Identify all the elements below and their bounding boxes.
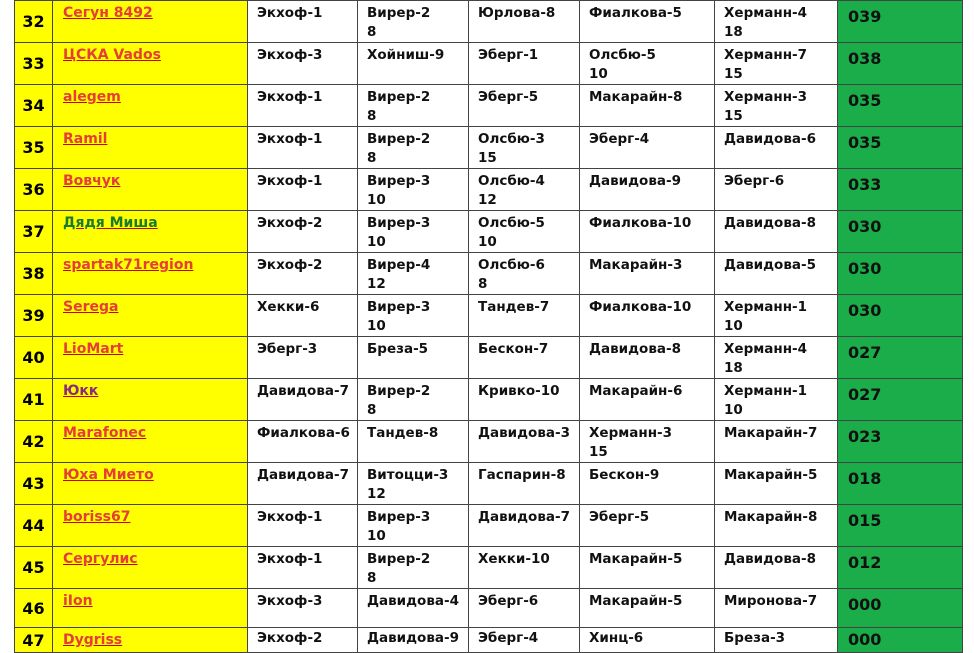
score-cell: 018 — [838, 463, 963, 505]
pick-cell-3: Тандев-7 — [469, 295, 580, 337]
pick-cell-5: Макарайн-5 — [715, 463, 838, 505]
participant-cell — [53, 421, 248, 463]
pick-cell-5: Давидова-8 — [715, 547, 838, 589]
pick-cell-3: Давидова-3 — [469, 421, 580, 463]
pick-cell-2: Вирер-3 10 — [358, 169, 469, 211]
participant-cell — [53, 547, 248, 589]
participant-cell — [53, 127, 248, 169]
score-cell: 039 — [838, 1, 963, 43]
pick-cell-1: Экхоф-1 — [248, 547, 358, 589]
participant-cell — [53, 505, 248, 547]
pick-cell-2: Вирер-2 8 — [358, 547, 469, 589]
score-cell: 030 — [838, 253, 963, 295]
pick-cell-5: Бреза-3 — [715, 628, 838, 653]
participant-link[interactable]: LioMart — [63, 341, 124, 357]
pick-cell-2: Вирер-2 8 — [358, 85, 469, 127]
pick-cell-4: Бескон-9 — [580, 463, 715, 505]
participant-link[interactable]: iIon — [63, 593, 93, 609]
pick-cell-2: Вирер-2 8 — [358, 127, 469, 169]
table-row — [15, 337, 963, 379]
pick-cell-4: Макарайн-6 — [580, 379, 715, 421]
pick-cell-2: Вирер-3 10 — [358, 295, 469, 337]
rank-cell: 35 — [15, 127, 53, 169]
participant-cell — [53, 211, 248, 253]
pick-cell-4: Фиалкова-10 — [580, 295, 715, 337]
pick-cell-4: Олсбю-5 10 — [580, 43, 715, 85]
pick-cell-4: Давидова-9 — [580, 169, 715, 211]
pick-cell-5: Макарайн-8 — [715, 505, 838, 547]
rank-cell: 46 — [15, 589, 53, 628]
pick-cell-4: Херманн-3 15 — [580, 421, 715, 463]
participant-cell — [53, 295, 248, 337]
participant-link[interactable]: Serega — [63, 299, 119, 315]
pick-cell-2: Вирер-2 8 — [358, 1, 469, 43]
pick-cell-2: Давидова-4 — [358, 589, 469, 628]
pick-cell-1: Фиалкова-6 — [248, 421, 358, 463]
pick-cell-1: Давидова-7 — [248, 379, 358, 421]
participant-cell — [53, 43, 248, 85]
pick-cell-1: Экхоф-1 — [248, 85, 358, 127]
pick-cell-3: Олсбю-4 12 — [469, 169, 580, 211]
pick-cell-3: Олсбю-6 8 — [469, 253, 580, 295]
pick-cell-3: Олсбю-5 10 — [469, 211, 580, 253]
pick-cell-1: Экхоф-1 — [248, 505, 358, 547]
table-row — [15, 43, 963, 85]
participant-link[interactable]: Сегун 8492 — [63, 5, 153, 21]
table-row — [15, 505, 963, 547]
pick-cell-1: Экхоф-1 — [248, 127, 358, 169]
pick-cell-3: Эберг-4 — [469, 628, 580, 653]
pick-cell-5: Херманн-4 18 — [715, 337, 838, 379]
pick-cell-3: Гаспарин-8 — [469, 463, 580, 505]
participant-link[interactable]: Ramil — [63, 131, 108, 147]
score-cell: 038 — [838, 43, 963, 85]
pick-cell-1: Экхоф-3 — [248, 589, 358, 628]
rank-cell: 33 — [15, 43, 53, 85]
pick-cell-2: Тандев-8 — [358, 421, 469, 463]
rank-cell: 40 — [15, 337, 53, 379]
participant-link[interactable]: Юкк — [63, 383, 99, 399]
table-row — [15, 628, 963, 653]
score-cell: 030 — [838, 295, 963, 337]
rank-cell: 37 — [15, 211, 53, 253]
pick-cell-2: Хойниш-9 — [358, 43, 469, 85]
pick-cell-2: Витоцци-3 12 — [358, 463, 469, 505]
score-cell: 000 — [838, 628, 963, 653]
participant-link[interactable]: Dygriss — [63, 632, 123, 648]
pick-cell-3: Бескон-7 — [469, 337, 580, 379]
pick-cell-2: Вирер-2 8 — [358, 379, 469, 421]
pick-cell-1: Давидова-7 — [248, 463, 358, 505]
pick-cell-1: Хекки-6 — [248, 295, 358, 337]
pick-cell-1: Эберг-3 — [248, 337, 358, 379]
pick-cell-2: Вирер-4 12 — [358, 253, 469, 295]
pick-cell-3: Эберг-5 — [469, 85, 580, 127]
participant-link[interactable]: Marafonec — [63, 425, 147, 441]
rank-cell: 42 — [15, 421, 53, 463]
pick-cell-5: Давидова-6 — [715, 127, 838, 169]
rank-cell: 41 — [15, 379, 53, 421]
pick-cell-1: Экхоф-3 — [248, 43, 358, 85]
participant-cell — [53, 463, 248, 505]
participant-link[interactable]: Сергулис — [63, 551, 138, 567]
pick-cell-1: Экхоф-1 — [248, 169, 358, 211]
pick-cell-1: Экхоф-1 — [248, 1, 358, 43]
pick-cell-5: Херманн-1 10 — [715, 379, 838, 421]
table-row — [15, 379, 963, 421]
score-cell: 015 — [838, 505, 963, 547]
pick-cell-5: Херманн-4 18 — [715, 1, 838, 43]
table-row — [15, 1, 963, 43]
pick-cell-3: Давидова-7 — [469, 505, 580, 547]
score-cell: 027 — [838, 337, 963, 379]
rank-cell: 45 — [15, 547, 53, 589]
pick-cell-4: Давидова-8 — [580, 337, 715, 379]
standings-table — [14, 0, 963, 653]
participant-cell — [53, 628, 248, 653]
score-cell: 035 — [838, 127, 963, 169]
score-cell: 027 — [838, 379, 963, 421]
pick-cell-5: Херманн-1 10 — [715, 295, 838, 337]
pick-cell-4: Макарайн-8 — [580, 85, 715, 127]
rank-cell: 39 — [15, 295, 53, 337]
pick-cell-5: Херманн-3 15 — [715, 85, 838, 127]
pick-cell-3: Эберг-1 — [469, 43, 580, 85]
pick-cell-5: Миронова-7 — [715, 589, 838, 628]
participant-link[interactable]: alegem — [63, 89, 121, 105]
pick-cell-2: Бреза-5 — [358, 337, 469, 379]
pick-cell-4: Эберг-4 — [580, 127, 715, 169]
pick-cell-5: Макарайн-7 — [715, 421, 838, 463]
pick-cell-4: Фиалкова-5 — [580, 1, 715, 43]
participant-link[interactable]: spartak71region — [63, 257, 194, 273]
pick-cell-3: Эберг-6 — [469, 589, 580, 628]
pick-cell-5: Давидова-5 — [715, 253, 838, 295]
pick-cell-4: Эберг-5 — [580, 505, 715, 547]
table-row — [15, 295, 963, 337]
score-cell: 000 — [838, 589, 963, 628]
table-row — [15, 85, 963, 127]
pick-cell-3: Кривко-10 — [469, 379, 580, 421]
pick-cell-1: Экхоф-2 — [248, 211, 358, 253]
pick-cell-1: Экхоф-2 — [248, 253, 358, 295]
pick-cell-4: Макарайн-5 — [580, 589, 715, 628]
pick-cell-5: Херманн-7 15 — [715, 43, 838, 85]
pick-cell-4: Хинц-6 — [580, 628, 715, 653]
participant-cell — [53, 337, 248, 379]
table-row — [15, 421, 963, 463]
pick-cell-5: Давидова-8 — [715, 211, 838, 253]
participant-cell — [53, 169, 248, 211]
pick-cell-2: Вирер-3 10 — [358, 505, 469, 547]
standings-table-body — [15, 1, 963, 653]
score-cell: 012 — [838, 547, 963, 589]
table-row — [15, 127, 963, 169]
score-cell: 035 — [838, 85, 963, 127]
pick-cell-2: Давидова-9 — [358, 628, 469, 653]
participant-cell — [53, 589, 248, 628]
rank-cell: 32 — [15, 1, 53, 43]
pick-cell-1: Экхоф-2 — [248, 628, 358, 653]
table-row — [15, 463, 963, 505]
participant-link[interactable]: boriss67 — [63, 509, 131, 525]
rank-cell: 36 — [15, 169, 53, 211]
participant-link[interactable]: Юха Мието — [63, 467, 154, 483]
standings-table-container — [14, 0, 962, 653]
rank-cell: 47 — [15, 628, 53, 653]
table-row — [15, 589, 963, 628]
rank-cell: 34 — [15, 85, 53, 127]
pick-cell-3: Олсбю-3 15 — [469, 127, 580, 169]
pick-cell-4: Макарайн-5 — [580, 547, 715, 589]
table-row — [15, 169, 963, 211]
participant-cell — [53, 1, 248, 43]
table-row — [15, 547, 963, 589]
rank-cell: 44 — [15, 505, 53, 547]
score-cell: 033 — [838, 169, 963, 211]
score-cell: 030 — [838, 211, 963, 253]
rank-cell: 43 — [15, 463, 53, 505]
pick-cell-3: Юрлова-8 — [469, 1, 580, 43]
pick-cell-4: Макарайн-3 — [580, 253, 715, 295]
pick-cell-4: Фиалкова-10 — [580, 211, 715, 253]
pick-cell-2: Вирер-3 10 — [358, 211, 469, 253]
participant-cell — [53, 379, 248, 421]
participant-link[interactable]: ЦСКА Vados — [63, 47, 161, 63]
score-cell: 023 — [838, 421, 963, 463]
pick-cell-3: Хекки-10 — [469, 547, 580, 589]
table-row — [15, 253, 963, 295]
participant-cell — [53, 253, 248, 295]
participant-cell — [53, 85, 248, 127]
table-row — [15, 211, 963, 253]
participant-link[interactable]: Вовчук — [63, 173, 121, 189]
rank-cell: 38 — [15, 253, 53, 295]
pick-cell-5: Эберг-6 — [715, 169, 838, 211]
participant-link[interactable]: Дядя Миша — [63, 215, 158, 231]
